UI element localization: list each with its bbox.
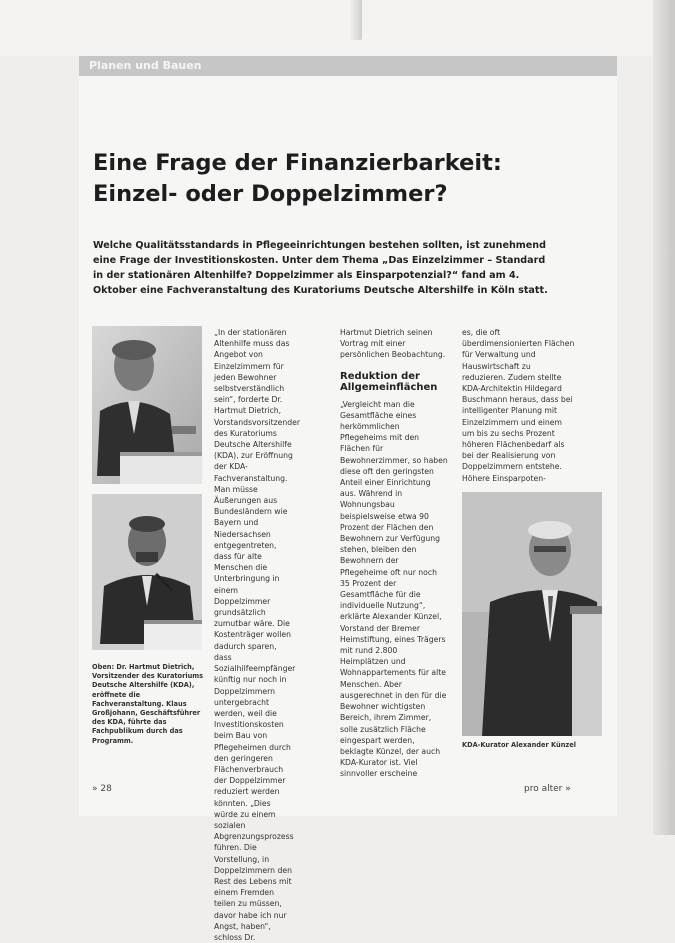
photo-grossjohann	[92, 494, 202, 650]
column-2-intro: Hartmut Dietrich seinen Vortrag mit einer persönlichen Beobachtung.	[340, 328, 446, 360]
page-edge	[653, 0, 675, 835]
article-lead: Welche Qualitätsstandards in Pflegeeinrichtungen bestehen sollten, ist zunehmend eine Frage der Investitionskosten. Unter dem Thema „Das Einzelzimmer – Standard in der stationären Altenhilfe? Doppelzimmer als Einsparpotenzial?“ fand am 4. Oktober eine Fachveranstaltung des Kuratoriums Deutsche Altershilfe in Köln statt.	[93, 240, 548, 296]
title-line-2: Einzel- oder Doppelzimmer?	[93, 181, 448, 207]
magazine-name: pro alter »	[524, 784, 571, 794]
speaker-photo-1	[92, 326, 202, 484]
column-3	[462, 327, 576, 484]
photo-caption-left: Oben: Dr. Hartmut Dietrich, Vorsitzender des Kuratoriums Deutsche Altershilfe (KDA), eröffnete die Fachveranstaltung. Klaus Großjohann, Geschäftsführer des KDA, führte das Fachpublikum durch das Programm.	[92, 663, 204, 745]
subheading: Reduktion der Allgemeinflächen	[340, 370, 438, 393]
column-1-text: „In der stationären Altenhilfe muss das Angebot von Einzelzimmern für jeden Bewohner selbstverständlich sein“, forderte Dr. Hartmut Dietrich, Vorstandsvorsitzender des Kuratoriums Deutsche Altershilfe (KDA), zur Eröffnung der KDA-Fachveranstaltung. Man müsse Äußerungen aus Bundesländern wie Bayern und Niedersachsen entgegentreten, dass für alte Menschen die Unterbringung in einem Doppelzimmer grundsätzlich zumutbar wäre. Die Kostenträger wollen dadurch sparen, dass Sozialhilfeempfänger künftig nur noch in Doppelzimmern untergebracht werden, weil die Investitionskosten beim Bau von Pflegeheimen durch den geringeren Flächenverbrauch der Doppelzimmer reduziert werden könnten. „Dies würde zu einem sozialen Abgrenzungsprozess führen. Die Vorstellung, in Doppelzimmern den Rest des Lebens mit einem Fremden teilen zu müssen, davor habe ich nur Angst, haben“, schloss Dr.	[214, 328, 300, 942]
column-1	[214, 327, 300, 943]
photo-kuenzel	[462, 492, 602, 736]
section-header	[79, 56, 617, 76]
section-label: Planen und Bauen	[89, 59, 202, 72]
speaker-photo-3	[462, 492, 602, 736]
page-number: » 28	[92, 784, 112, 794]
column-3-text: es, die oft überdimensionierten Flächen für Verwaltung und Hauswirtschaft zu reduzieren. Zudem stellte KDA-Architektin Hildegard Buschmann heraus, dass bei intelligenter Planung mit Einzelzimmern und einem um bis zu sechs Prozent höheren Flächenbedarf als bei der Realisierung von Doppelzimmern entstehe. Höhere Einsparpoten-	[462, 328, 575, 483]
page-top-margin	[0, 0, 675, 56]
title-line-1: Eine Frage der Finanzierbarkeit:	[93, 150, 502, 176]
column-2	[340, 327, 448, 780]
article-title	[93, 148, 563, 210]
column-2-text: „Vergleicht man die Gesamtfläche eines herkömmlichen Pflegeheims mit den Flächen für Bewohnerzimmer, so haben diese oft den geringsten Anteil einer Einrichtung aus. Während in Wohnungsbau beispielsweise etwa 90 Prozent der Flächen den Bewohnern zur Verfügung stehen, bleiben den Bewohnern der Pflegeheime oft nur noch 35 Prozent der Gesamtfläche für die individuelle Nutzung“, erklärte Alexander Künzel, Vorstand der Bremer Heimstiftung, eines Trägers mit rund 2.800 Heimplätzen und Wohnappartements für alte Menschen. Aber ausgerechnet in den für die Bewohner wichtigsten Bereich, ihrem Zimmer, solle zusätzlich Fläche eingespart werden, beklagte Künzel, der auch KDA-Kurator ist. Viel sinnvoller erscheine	[340, 399, 448, 779]
binding-shadow	[348, 0, 362, 40]
speaker-photo-2	[92, 494, 202, 650]
photo-dietrich	[92, 326, 202, 484]
photo-caption-right: KDA-Kurator Alexander Künzel	[462, 741, 576, 749]
